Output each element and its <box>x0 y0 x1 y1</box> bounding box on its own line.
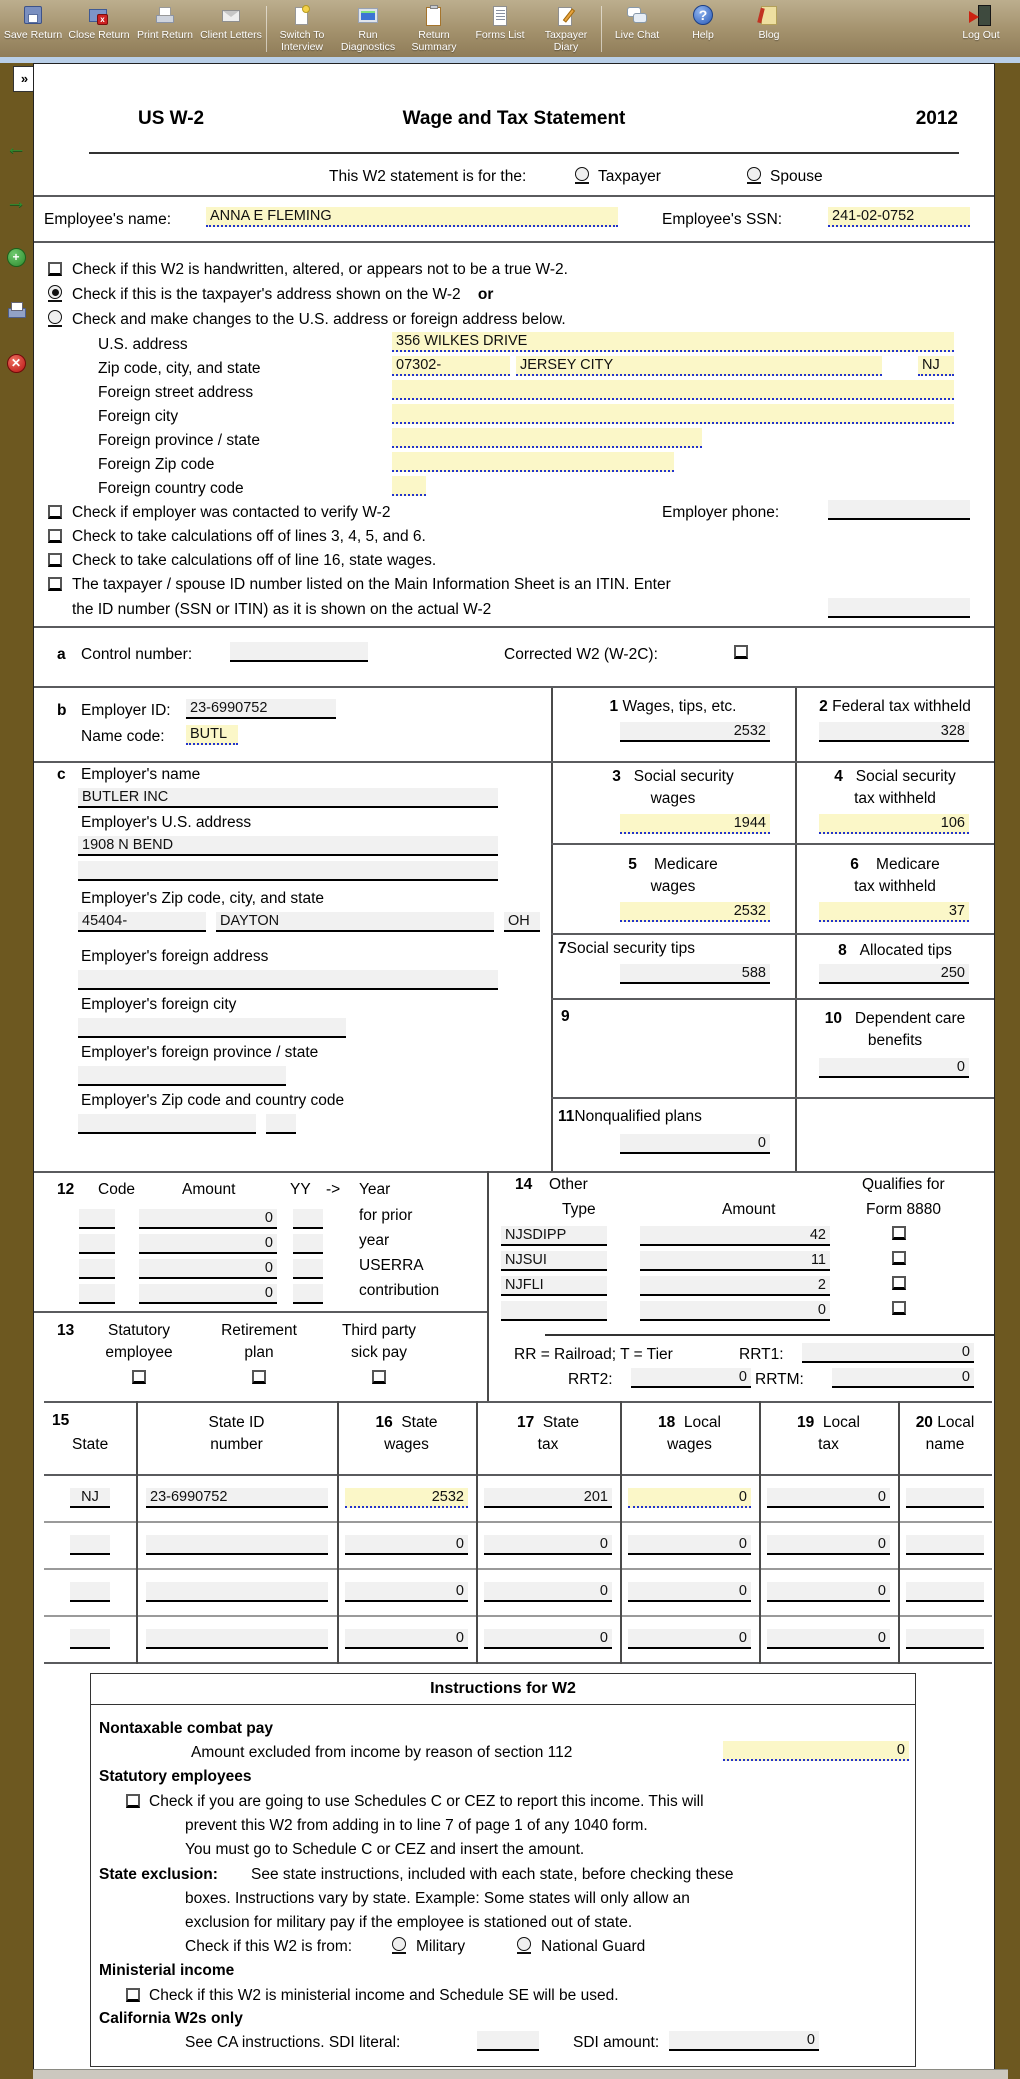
combat-pay-line: Amount excluded from income by reason of section 112 <box>191 1744 573 1761</box>
form-id-title: US W-2 <box>138 108 205 129</box>
state-wages-field[interactable]: 0 <box>345 1535 468 1555</box>
national-guard-label: National Guard <box>541 1938 646 1955</box>
switch-to-interview-button[interactable] <box>269 4 335 53</box>
form-title: Wage and Tax Statement <box>402 108 626 129</box>
col17-label: 17 State tax <box>516 1414 580 1453</box>
box14-amount-field[interactable]: 11 <box>640 1251 830 1271</box>
local-tax-field[interactable]: 0 <box>767 1535 890 1555</box>
taxpayer-radio-label: Taxpayer <box>598 168 661 185</box>
box12-yy-header: YY <box>290 1181 311 1198</box>
make-changes-radio[interactable] <box>47 310 63 327</box>
taxpayer-address-radio[interactable] <box>47 285 63 302</box>
clipboard-icon <box>421 4 447 28</box>
city-field[interactable]: JERSEY CITY <box>516 356 882 376</box>
box13-statutory-label: Statutory employee <box>105 1322 173 1361</box>
col20-label: 20 Local name <box>915 1414 975 1453</box>
box14-label: Other <box>549 1176 588 1193</box>
foreign-province-field[interactable] <box>392 428 702 448</box>
statutory-line3: You must go to Schedule C or CEZ and insert the amount. <box>185 1841 585 1858</box>
third-party-sick-pay-checkbox[interactable] <box>372 1370 386 1384</box>
row-divider <box>551 998 994 1000</box>
diary-pencil-icon <box>553 4 579 28</box>
box12-arrow: -> <box>326 1181 341 1198</box>
local-wages-field[interactable]: 0 <box>628 1629 751 1649</box>
box14-amount-field[interactable]: 42 <box>640 1226 830 1246</box>
combat-pay-heading: Nontaxable combat pay <box>99 1720 273 1737</box>
print-return-label: Print Return <box>136 29 194 41</box>
box10-dependent-care-field[interactable]: 0 <box>819 1058 969 1078</box>
make-changes-label: Check and make changes to the U.S. address or foreign address below. <box>72 311 566 328</box>
box-b-letter: b <box>57 702 67 719</box>
box6-medicare-tax-field[interactable]: 37 <box>819 902 969 922</box>
local-wages-field[interactable]: 0 <box>628 1535 751 1555</box>
calc-off-line16-label: Check to take calculations off of line 16, state wages. <box>72 552 437 569</box>
box12-amount-field[interactable]: 0 <box>139 1234 277 1254</box>
employer-id-field[interactable]: 23-6990752 <box>186 699 336 719</box>
form8880-checkbox[interactable] <box>892 1301 906 1315</box>
form8880-checkbox[interactable] <box>892 1226 906 1240</box>
foreign-province-label: Foreign province / state <box>98 432 260 449</box>
run-diagnostics-label: Run Diagnostics <box>340 29 396 54</box>
itin-label-line2: the ID number (SSN or ITIN) as it is shown on the actual W-2 <box>72 601 492 618</box>
box5-label: 5 Medicare wages <box>628 856 718 895</box>
itin-checkbox[interactable] <box>48 577 62 591</box>
log-out-label: Log Out <box>962 29 1000 41</box>
box12-yy-field[interactable] <box>293 1284 323 1304</box>
statutory-line1: Check if you are going to use Schedules C or CEZ to report this income. This will <box>149 1793 704 1810</box>
foreign-country-field[interactable] <box>392 476 426 496</box>
local-wages-field[interactable]: 0 <box>628 1488 751 1508</box>
rr-divider <box>545 1334 994 1336</box>
chat-bubbles-icon <box>624 4 650 28</box>
title-divider <box>89 152 959 154</box>
employee-ssn-field[interactable]: 241-02-0752 <box>828 207 970 227</box>
state-wages-field[interactable]: 0 <box>345 1582 468 1602</box>
box3-label: 3 Social security wages <box>612 768 734 807</box>
save-return-label: Save Return <box>3 29 63 41</box>
box12-code-field[interactable] <box>79 1234 115 1254</box>
col15-label: State <box>72 1436 109 1453</box>
add-plus-icon: + <box>7 248 26 267</box>
state-exclusion-line1: See state instructions, included with each state, before checking these <box>251 1866 734 1883</box>
statutory-heading: Statutory employees <box>99 1768 252 1785</box>
employer-foreign-city-field[interactable] <box>78 1018 346 1038</box>
help-label: Help <box>692 29 714 41</box>
live-chat-button[interactable] <box>604 4 670 41</box>
employee-name-label: Employee's name: <box>44 211 172 228</box>
previous-form-button[interactable] <box>2 138 30 159</box>
calc-off-lines-checkbox[interactable] <box>48 529 62 543</box>
col18-label: 18 Local wages <box>658 1414 721 1453</box>
col-stateid-label: State ID number <box>208 1414 265 1453</box>
foreign-zip-field[interactable] <box>392 452 674 472</box>
employee-name-field[interactable]: ANNA E FLEMING <box>206 207 618 227</box>
box-a-letter: a <box>57 646 66 663</box>
state-field[interactable] <box>70 1582 110 1602</box>
box12-year-line: USERRA <box>359 1257 424 1274</box>
box14-qualifies-label2: Form 8880 <box>866 1201 941 1218</box>
box14-type-field[interactable] <box>501 1301 607 1321</box>
box7-ss-tips-field[interactable]: 588 <box>620 964 770 984</box>
form8880-checkbox[interactable] <box>892 1276 906 1290</box>
box1-label: 1 Wages, tips, etc. <box>609 698 737 715</box>
col15-num: 15 <box>52 1412 70 1429</box>
box8-allocated-tips-field[interactable]: 250 <box>819 964 969 984</box>
section-divider <box>34 1171 994 1173</box>
section-divider <box>34 626 994 628</box>
box2-fedtax-field[interactable]: 328 <box>819 722 969 742</box>
foreign-zip-label: Foreign Zip code <box>98 456 215 473</box>
box13-retirement-label: Retirement plan <box>221 1322 297 1361</box>
table-row-divider <box>44 1615 992 1617</box>
box12-code-header: Code <box>98 1181 136 1198</box>
toolbar-separator <box>601 6 602 52</box>
box14-amount-field[interactable]: 0 <box>640 1301 830 1321</box>
california-heading: California W2s only <box>99 2010 243 2027</box>
employer-foreign-zip-field[interactable] <box>78 1114 256 1134</box>
save-icon <box>20 4 46 28</box>
zip-field[interactable]: 07302- <box>392 356 510 376</box>
table-header-border <box>44 1474 992 1476</box>
name-code-label: Name code: <box>81 728 165 745</box>
help-question-icon <box>690 4 716 28</box>
interview-doc-icon <box>289 4 315 28</box>
state-tax-field[interactable]: 0 <box>484 1535 612 1555</box>
employer-address-field[interactable]: 1908 N BEND <box>78 836 498 856</box>
run-diagnostics-button[interactable] <box>335 4 401 53</box>
state-tax-field[interactable]: 0 <box>484 1582 612 1602</box>
taxpayer-diary-label: Taxpayer Diary <box>544 29 588 54</box>
live-chat-label: Live Chat <box>614 29 660 41</box>
section-divider <box>34 241 994 243</box>
local-name-field[interactable] <box>906 1488 984 1508</box>
handwritten-checkbox[interactable] <box>48 262 62 276</box>
box13-num: 13 <box>57 1322 75 1339</box>
employer-id-label: Employer ID: <box>81 702 171 719</box>
tax-year: 2012 <box>915 108 958 129</box>
small-printer-icon <box>7 302 25 317</box>
local-tax-field[interactable]: 0 <box>767 1488 890 1508</box>
diagnostics-monitor-icon <box>355 4 381 28</box>
rr-legend: RR = Railroad; T = Tier <box>514 1346 673 1363</box>
handwritten-label: Check if this W2 is handwritten, altered, or appears not to be a true W-2. <box>72 261 568 278</box>
employer-phone-field[interactable] <box>828 500 970 520</box>
rrtm-label: RRTM: <box>755 1371 804 1388</box>
box14-amount-field[interactable]: 2 <box>640 1276 830 1296</box>
box14-type-field[interactable]: NJSUI <box>501 1251 607 1271</box>
next-form-button[interactable] <box>2 192 30 213</box>
col16-label: 16 State wages <box>375 1414 438 1453</box>
w2-form-page <box>33 63 995 2072</box>
foreign-city-label: Foreign city <box>98 408 179 425</box>
state-field[interactable]: NJ <box>70 1488 110 1508</box>
box12-amount-field[interactable]: 0 <box>139 1284 277 1304</box>
horizontal-scrollbar[interactable] <box>33 2069 1008 2079</box>
instructions-box <box>90 1673 916 2067</box>
client-letters-button[interactable] <box>198 4 264 41</box>
control-number-field[interactable] <box>230 642 368 662</box>
local-name-field[interactable] <box>906 1629 984 1649</box>
printer-icon <box>152 4 178 28</box>
print-form-button[interactable] <box>2 302 30 322</box>
employer-foreign-zip-label: Employer's Zip code and country code <box>81 1092 345 1109</box>
box3-ss-wages-field[interactable]: 1944 <box>620 814 770 834</box>
box12-year-line: for prior <box>359 1207 413 1224</box>
box12-yy-field[interactable] <box>293 1234 323 1254</box>
box5-medicare-wages-field[interactable]: 2532 <box>620 902 770 922</box>
rrt2-label: RRT2: <box>568 1371 613 1388</box>
box12-year-line: year <box>359 1232 390 1249</box>
employer-foreign-country-field[interactable] <box>266 1114 296 1134</box>
local-name-field[interactable] <box>906 1535 984 1555</box>
box12-amount-header: Amount <box>182 1181 236 1198</box>
foreign-street-field[interactable] <box>392 380 954 400</box>
statement-for-label: This W2 statement is for the: <box>329 168 527 185</box>
spouse-radio-label: Spouse <box>770 168 823 185</box>
forward-arrow-icon: → <box>5 190 27 213</box>
employer-foreign-province-field[interactable] <box>78 1066 286 1086</box>
close-return-label: Close Return <box>68 29 130 41</box>
client-letters-label: Client Letters <box>200 29 262 41</box>
row-divider <box>551 1097 994 1099</box>
box7-label: 7Social security tips <box>558 940 695 957</box>
box8-label: 8 Allocated tips <box>838 942 952 959</box>
box14-type-field[interactable]: NJFLI <box>501 1276 607 1296</box>
retirement-plan-checkbox[interactable] <box>252 1370 266 1384</box>
state-wages-field[interactable]: 2532 <box>345 1488 468 1508</box>
state-field[interactable]: NJ <box>918 356 954 376</box>
close-return-button[interactable] <box>66 4 132 41</box>
us-address-label: U.S. address <box>98 336 188 353</box>
state-id-field[interactable] <box>146 1629 328 1649</box>
add-form-button[interactable] <box>2 248 30 267</box>
print-return-button[interactable] <box>132 4 198 41</box>
employer-city-field[interactable]: DAYTON <box>216 912 494 932</box>
table-border-bottom <box>44 1662 992 1664</box>
blog-button[interactable] <box>736 4 802 41</box>
foreign-country-label: Foreign country code <box>98 480 244 497</box>
state-id-field[interactable]: 23-6990752 <box>146 1488 328 1508</box>
employer-zip-label: Employer's Zip code, city, and state <box>81 890 325 907</box>
box14-type-header: Type <box>562 1201 596 1218</box>
log-out-button[interactable] <box>948 4 1014 41</box>
employer-name-field[interactable]: BUTLER INC <box>78 788 498 808</box>
rrt2-field[interactable]: 0 <box>631 1368 751 1388</box>
box14-amount-header: Amount <box>722 1201 776 1218</box>
employer-state-field[interactable]: OH <box>504 912 540 932</box>
box10-label: 10 Dependent care benefits <box>824 1010 966 1049</box>
table-row-divider <box>44 1568 992 1570</box>
sdi-amount-field[interactable]: 0 <box>669 2031 819 2051</box>
state-id-field[interactable] <box>146 1535 328 1555</box>
employer-foreign-province-label: Employer's foreign province / state <box>81 1044 319 1061</box>
box4-ss-tax-field[interactable]: 106 <box>819 814 969 834</box>
table-row-divider <box>44 1521 992 1523</box>
forms-list-icon <box>487 4 513 28</box>
box6-label: 6 Medicare tax withheld <box>850 856 940 895</box>
us-address-field[interactable]: 356 WILKES DRIVE <box>392 332 954 352</box>
delete-x-icon: ✕ <box>7 354 26 373</box>
box11-label: 11Nonqualified plans <box>558 1108 702 1125</box>
taxpayer-radio[interactable] <box>574 167 590 184</box>
calc-off-line16-checkbox[interactable] <box>48 553 62 567</box>
employer-name-label: Employer's name <box>81 766 201 783</box>
section-divider <box>34 686 994 688</box>
state-tax-field[interactable]: 201 <box>484 1488 612 1508</box>
name-code-field[interactable]: BUTL <box>186 725 238 745</box>
box12-year-line: contribution <box>359 1282 440 1299</box>
taxpayer-diary-button[interactable] <box>533 4 599 53</box>
section-divider <box>34 195 994 197</box>
itin-label-line1: The taxpayer / spouse ID number listed on the Main Information Sheet is an ITIN. Enter <box>72 576 671 593</box>
employer-zip-field[interactable]: 45404- <box>78 912 206 932</box>
taxpayer-address-label: Check if this is the taxpayer's address shown on the W-2 or <box>72 286 494 303</box>
corrected-w2-label: Corrected W2 (W-2C): <box>504 646 658 663</box>
blog-scroll-icon <box>756 4 782 28</box>
sdi-amount-label: SDI amount: <box>573 2034 660 2051</box>
foreign-city-field[interactable] <box>392 404 954 424</box>
spouse-radio[interactable] <box>746 167 762 184</box>
box14-num: 14 <box>515 1176 533 1193</box>
save-return-button[interactable] <box>0 4 66 41</box>
military-label: Military <box>416 1938 466 1955</box>
box14-type-field[interactable]: NJSDIPP <box>501 1226 607 1246</box>
national-guard-radio[interactable] <box>516 1937 532 1954</box>
statutory-line2: prevent this W2 from adding in to line 7 of page 1 of any 1040 form. <box>185 1817 648 1834</box>
box13-thirdparty-label: Third party sick pay <box>341 1322 417 1361</box>
state-id-field[interactable] <box>146 1582 328 1602</box>
ca-line: See CA instructions. SDI literal: <box>185 2034 401 2051</box>
state-tax-field[interactable]: 0 <box>484 1629 612 1649</box>
local-tax-field[interactable]: 0 <box>767 1629 890 1649</box>
employer-verify-label: Check if employer was contacted to verify W-2 <box>72 504 391 521</box>
ministerial-heading: Ministerial income <box>99 1962 235 1979</box>
col19-label: 19 Local tax <box>797 1414 860 1453</box>
employer-address2-field[interactable] <box>78 861 498 881</box>
table-border-top <box>44 1401 992 1403</box>
back-arrow-icon: ← <box>5 136 27 159</box>
control-number-label: Control number: <box>81 646 193 663</box>
box14-qualifies-label1: Qualifies for <box>862 1176 945 1193</box>
box12-code-field[interactable] <box>79 1259 115 1279</box>
toolbar-separator <box>266 6 267 52</box>
forms-list-button[interactable] <box>467 4 533 41</box>
employer-foreign-address-label: Employer's foreign address <box>81 948 269 965</box>
ministerial-line: Check if this W2 is ministerial income and Schedule SE will be used. <box>149 1987 619 2004</box>
state-field[interactable] <box>70 1535 110 1555</box>
instructions-title: Instructions for W2 <box>91 1674 915 1705</box>
forms-list-label: Forms List <box>475 29 525 41</box>
itin-number-field[interactable] <box>828 598 970 618</box>
box12-code-field[interactable] <box>79 1284 115 1304</box>
switch-to-interview-label: Switch To Interview <box>279 29 325 54</box>
grid-divider <box>487 1171 489 1401</box>
corrected-w2-checkbox[interactable] <box>734 645 748 659</box>
rrt1-field[interactable]: 0 <box>802 1343 974 1363</box>
state-exclusion-line2: boxes. Instructions vary by state. Example: Some states will only allow an <box>185 1890 690 1907</box>
calc-off-lines-label: Check to take calculations off of lines 3, 4, 5, and 6. <box>72 528 426 545</box>
box12-yy-field[interactable] <box>293 1259 323 1279</box>
box12-amount-field[interactable]: 0 <box>139 1209 277 1229</box>
employee-ssn-label: Employee's SSN: <box>662 211 783 228</box>
combat-pay-field[interactable]: 0 <box>723 1741 909 1761</box>
box12-code-field[interactable] <box>79 1209 115 1229</box>
row-divider <box>34 761 994 763</box>
local-tax-field[interactable]: 0 <box>767 1582 890 1602</box>
ministerial-checkbox[interactable] <box>126 1988 140 2002</box>
box12-yy-field[interactable] <box>293 1209 323 1229</box>
row-divider <box>551 933 994 935</box>
form8880-checkbox[interactable] <box>892 1251 906 1265</box>
state-exclusion-heading: State exclusion: <box>99 1866 218 1883</box>
foreign-street-label: Foreign street address <box>98 384 254 401</box>
state-wages-field[interactable]: 0 <box>345 1629 468 1649</box>
rrt1-label: RRT1: <box>739 1346 784 1363</box>
box11-nonqualified-field[interactable]: 0 <box>620 1134 770 1154</box>
return-summary-button[interactable] <box>401 4 467 53</box>
box12-year-header: Year <box>359 1181 391 1198</box>
help-button[interactable] <box>670 4 736 41</box>
toolbar <box>0 0 1020 57</box>
logout-door-icon <box>968 4 994 28</box>
box12-amount-field[interactable]: 0 <box>139 1259 277 1279</box>
box13-divider <box>34 1311 487 1313</box>
box12-num: 12 <box>57 1181 75 1198</box>
box4-label: 4 Social security tax withheld <box>834 768 956 807</box>
local-wages-field[interactable]: 0 <box>628 1582 751 1602</box>
sdi-literal-field[interactable] <box>477 2031 539 2051</box>
employer-verify-checkbox[interactable] <box>48 505 62 519</box>
military-radio[interactable] <box>391 1937 407 1954</box>
envelope-icon <box>218 4 244 28</box>
box9-label: 9 <box>561 1008 570 1025</box>
state-exclusion-line3: exclusion for military pay if the employee is stationed out of state. <box>185 1914 633 1931</box>
box1-wages-field[interactable]: 2532 <box>620 722 770 742</box>
blog-label: Blog <box>758 29 780 41</box>
local-name-field[interactable] <box>906 1582 984 1602</box>
row-divider <box>551 843 994 845</box>
schedule-c-checkbox[interactable] <box>126 1794 140 1808</box>
close-folder-icon <box>86 4 112 28</box>
box-c-letter: c <box>57 766 66 783</box>
rrtm-field[interactable]: 0 <box>832 1368 974 1388</box>
employer-address-label: Employer's U.S. address <box>81 814 252 831</box>
delete-form-button[interactable] <box>2 354 30 373</box>
employer-foreign-city-label: Employer's foreign city <box>81 996 237 1013</box>
return-summary-label: Return Summary <box>411 29 457 54</box>
statutory-employee-checkbox[interactable] <box>132 1370 146 1384</box>
expand-forms-tree-tab[interactable]: » <box>13 66 36 92</box>
zip-city-state-label: Zip code, city, and state <box>98 360 261 377</box>
state-field[interactable] <box>70 1629 110 1649</box>
employer-foreign-address-field[interactable] <box>78 970 498 990</box>
box2-label: 2 Federal tax withheld <box>819 698 971 715</box>
w2-from-label: Check if this W2 is from: <box>185 1938 353 1955</box>
employer-phone-label: Employer phone: <box>662 504 780 521</box>
